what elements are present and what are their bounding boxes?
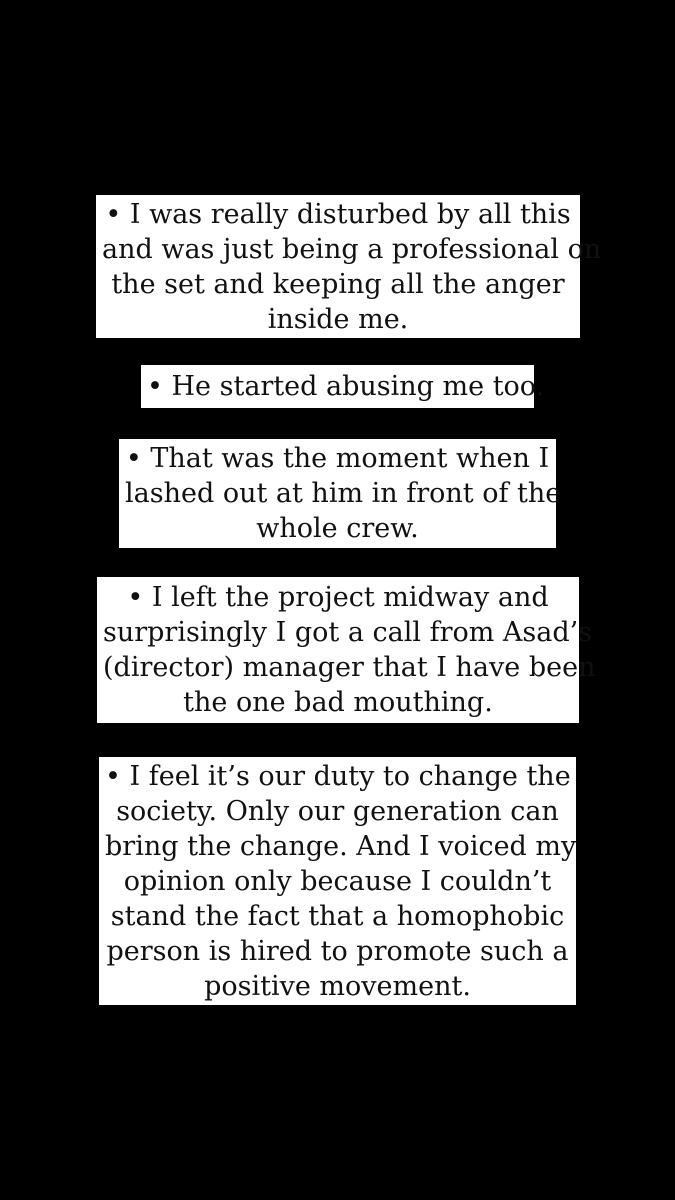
card-text-line: opinion only because I couldn’t xyxy=(123,865,552,897)
card-text-line: • I left the project midway and xyxy=(127,582,549,613)
card-text-line: (director) manager that I have been xyxy=(103,652,596,683)
card-text-line: and was just being a professional on xyxy=(102,233,602,265)
card-text-line: • That was the moment when I xyxy=(125,443,550,474)
card-text-line: bring the change. And I voiced my xyxy=(105,830,577,862)
card-text-line: the set and keeping all the anger xyxy=(111,268,565,300)
card-text-line: the one bad mouthing. xyxy=(183,687,493,718)
card-text-line: surprisingly I got a call from Asad’s xyxy=(103,617,593,648)
story-text-card-lashed-out xyxy=(119,439,562,548)
story-text-card-abusing xyxy=(141,365,545,408)
card-text-line: society. Only our generation can xyxy=(116,795,559,827)
story-text-card-left-project xyxy=(97,577,596,723)
card-text-line: lashed out at him in front of the xyxy=(125,478,562,509)
card-text-line: person is hired to promote such a xyxy=(106,935,569,967)
card-text-line: • He started abusing me too. xyxy=(147,371,545,402)
card-text-line: positive movement. xyxy=(204,970,471,1002)
card-text-line: • I was really disturbed by all this xyxy=(105,198,571,230)
card-text-line: whole crew. xyxy=(256,513,419,544)
card-text-line: stand the fact that a homophobic xyxy=(110,900,565,932)
card-text-line: inside me. xyxy=(267,303,409,335)
story-text-card-duty xyxy=(99,757,576,1005)
card-text-line: • I feel it’s our duty to change the xyxy=(105,760,571,792)
story-text-card-disturbed xyxy=(96,195,602,338)
